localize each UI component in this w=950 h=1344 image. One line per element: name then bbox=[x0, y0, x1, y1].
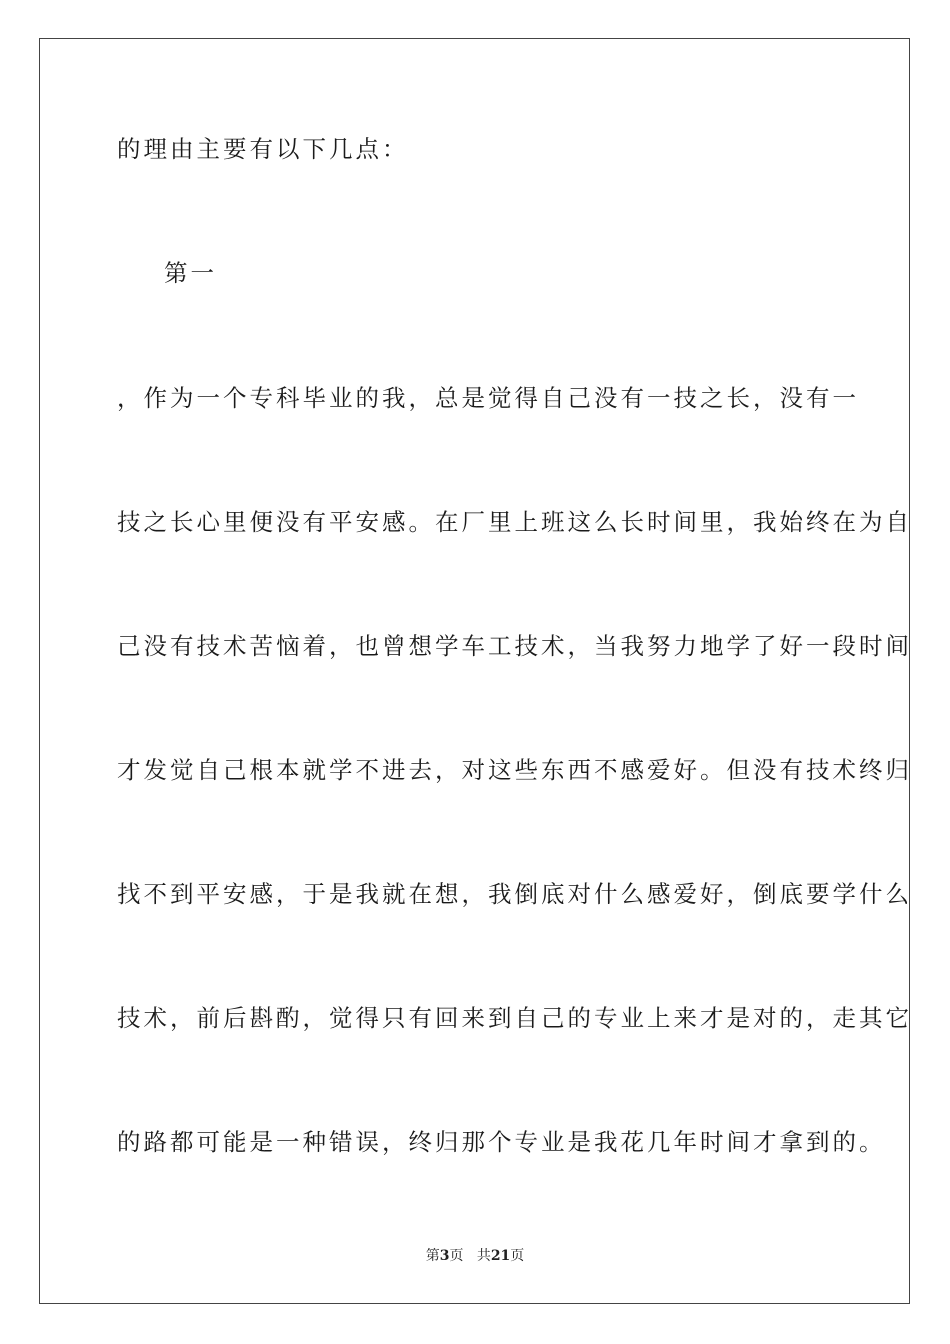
text-line-7: 找不到平安感，于是我就在想，我倒底对什么感爱好，倒底要学什么 bbox=[117, 880, 912, 908]
text-line-3: ，作为一个专科毕业的我，总是觉得自己没有一技之长，没有一 bbox=[117, 384, 859, 412]
total-pages: 21 bbox=[490, 1248, 511, 1264]
page-border bbox=[39, 38, 910, 1304]
page-suffix: 页 bbox=[449, 1248, 464, 1264]
text-line-9: 的路都可能是一种错误，终归那个专业是我花几年时间才拿到的。 bbox=[117, 1128, 886, 1156]
total-prefix: 共 bbox=[476, 1248, 491, 1264]
text-line-1: 的理由主要有以下几点： bbox=[117, 135, 409, 163]
page-number: 3 bbox=[439, 1248, 450, 1264]
text-line-6: 才发觉自己根本就学不进去，对这些东西不感爱好。但没有技术终归 bbox=[117, 756, 912, 784]
text-line-5: 己没有技术苦恼着，也曾想学车工技术，当我努力地学了好一段时间 bbox=[117, 632, 912, 660]
page-footer bbox=[0, 1247, 950, 1265]
text-line-2: 第一 bbox=[164, 259, 217, 287]
total-suffix: 页 bbox=[510, 1248, 525, 1264]
text-line-8: 技术，前后斟酌，觉得只有回来到自己的专业上来才是对的，走其它 bbox=[117, 1004, 912, 1032]
text-line-4: 技之长心里便没有平安感。在厂里上班这么长时间里，我始终在为自 bbox=[117, 508, 912, 536]
page-prefix: 第 bbox=[425, 1248, 440, 1264]
